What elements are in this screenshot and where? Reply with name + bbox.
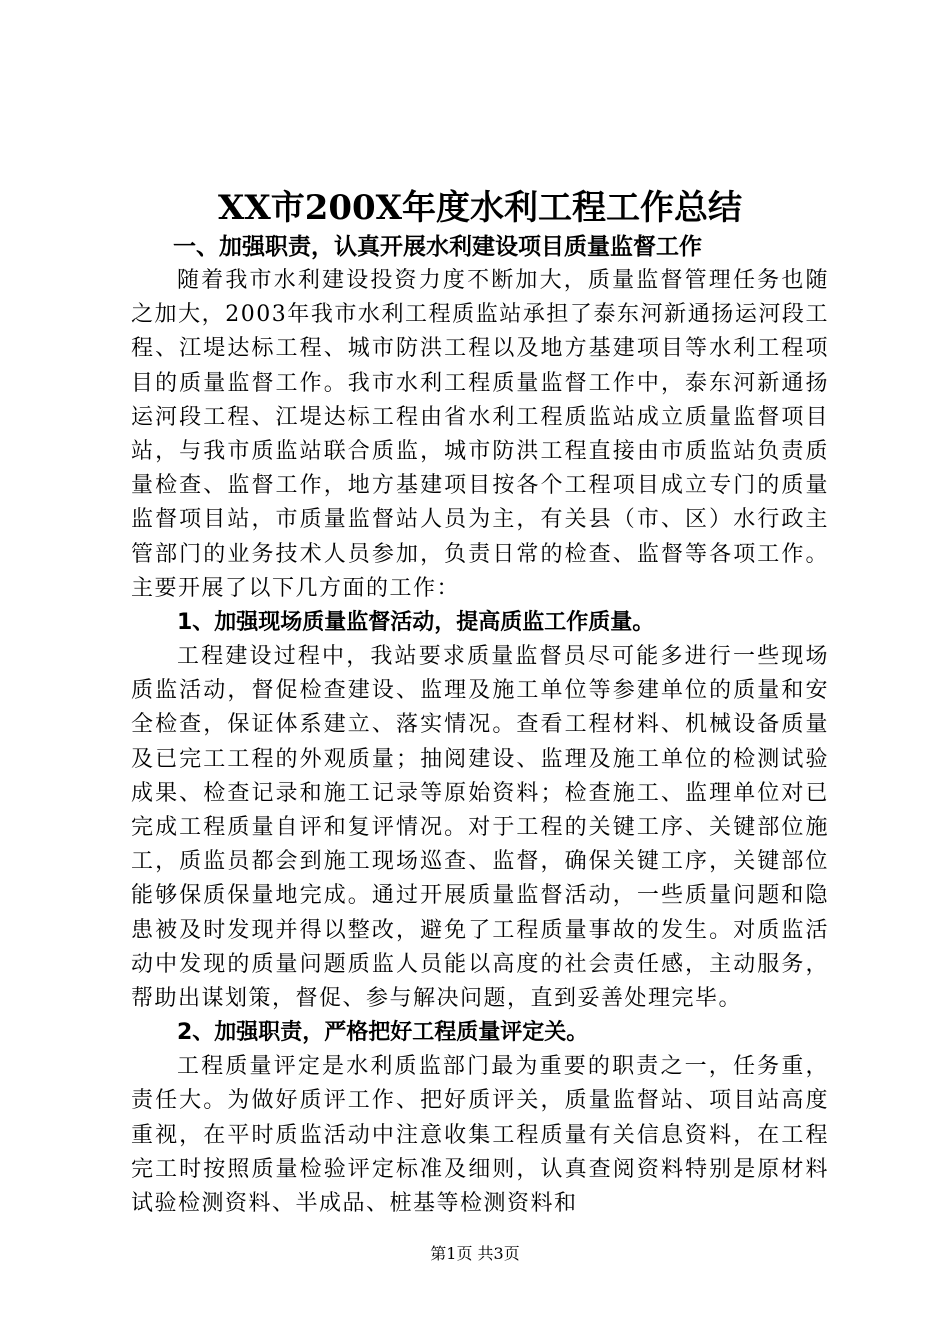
- subsection-heading-2: 2、加强职责，严格把好工程质量评定关。: [177, 1020, 589, 1046]
- subsection-heading-1: 1、加强现场质量监督活动，提高质监工作质量。: [177, 610, 655, 636]
- page-number: 第1页 共3页: [430, 1244, 520, 1263]
- paragraph-quality-assessment: 工程质量评定是水利质监部门最为重要的职责之一，任务重，责任大。为做好质评工作、把好质评关，质量监督站、项目站高度重视，在平时质监活动中注意收集工程质量有关信息资料，在工程完工时按照质量检验评定标准及细则，认真查阅资料特别是原材料试验检测资料、半成品、桩基等检测资料和: [131, 1054, 829, 1217]
- paragraph-intro: 随着我市水利建设投资力度不断加大，质量监督管理任务也随之加大，2003年我市水利工程质监站承担了泰东河新通扬运河段工程、江堤达标工程、城市防洪工程以及地方基建项目等水利工程项目的质量监督工作。我市水利工程质量监督工作中，泰东河新通扬运河段工程、江堤达标工程由省水利工程质监站成立质量监督项目站，与我市质监站联合质监，城市防洪工程直接由市质监站负责质量检查、监督工作，地方基建项目按各个工程项目成立专门的质量监督项目站，市质量监督站人员为主，有关县（市、区）水行政主管部门的业务技术人员参加，负责日常的检查、监督等各项工作。主要开展了以下几方面的工作：: [131, 268, 829, 601]
- document-body: [131, 186, 829, 1221]
- paragraph-site-supervision: 工程建设过程中，我站要求质量监督员尽可能多进行一些现场质监活动，督促检查建设、监理及施工单位等参建单位的质量和安全检查，保证体系建立、落实情况。查看工程材料、机械设备质量及已完工工程的外观质量；抽阅建设、监理及施工单位的检测试验成果、检查记录和施工记录等原始资料；检查施工、监理单位对已完成工程质量自评和复评情况。对于工程的关键工序、关键部位施工，质监员都会到施工现场巡查、监督，确保关键工序，关键部位能够保质保量地完成。通过开展质量监督活动，一些质量问题和隐患被及时发现并得以整改，避免了工程质量事故的发生。对质监活动中发现的质量问题质监人员能以高度的社会责任感，主动服务，帮助出谋划策，督促、参与解决问题，直到妥善处理完毕。: [131, 644, 829, 1012]
- document-title: XX市200X年度水利工程工作总结: [217, 188, 743, 228]
- page-footer: [0, 1244, 950, 1264]
- section-heading-1: 一、加强职责，认真开展水利建设项目质量监督工作: [173, 234, 702, 260]
